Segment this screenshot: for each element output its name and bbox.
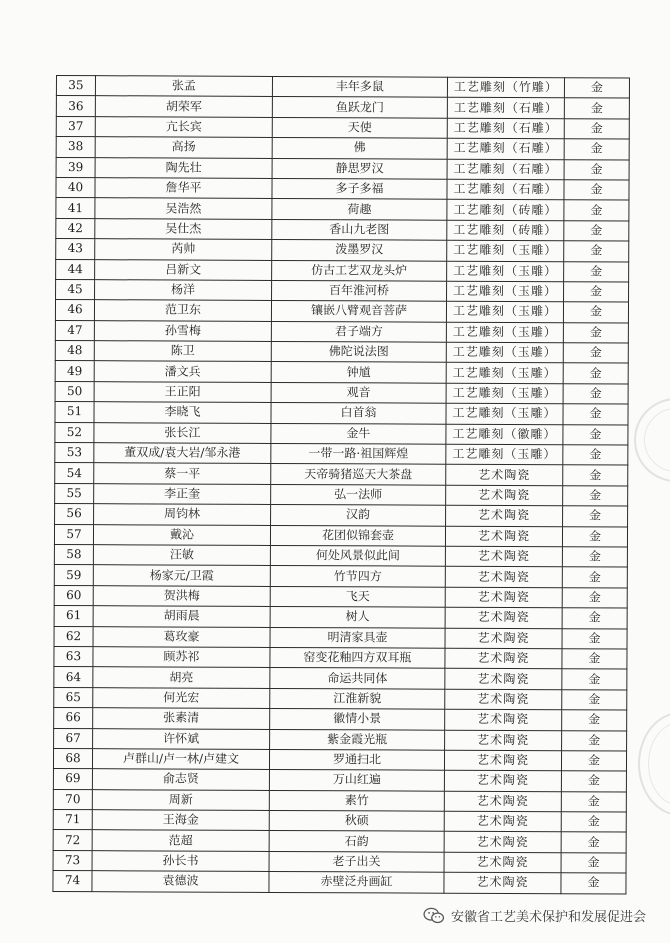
- row-number: 69: [53, 769, 92, 790]
- wechat-watermark: [423, 906, 646, 925]
- artist-name: 何光宏: [93, 687, 270, 708]
- row-number: 60: [54, 585, 93, 606]
- work-category: 工艺雕刻（玉雕）: [447, 261, 564, 282]
- row-number: 71: [53, 810, 92, 831]
- table-row: [54, 646, 627, 669]
- artist-name: 袁德波: [92, 871, 269, 892]
- work-title: 石韵: [269, 831, 444, 852]
- award-level: 金: [562, 567, 627, 588]
- table-row: [55, 320, 628, 343]
- table-row: [53, 789, 626, 812]
- work-title: 何处风景似此间: [270, 545, 445, 566]
- table-row: [55, 381, 628, 404]
- work-title: 天帝骑猪巡天大茶盘: [271, 464, 446, 485]
- award-level: 金: [561, 771, 626, 792]
- work-title: 汉韵: [271, 505, 446, 526]
- row-number: 45: [56, 279, 95, 300]
- table-row: [54, 667, 627, 690]
- row-number: 48: [55, 341, 94, 362]
- seal-stamp: [634, 398, 670, 482]
- work-title: 仿古工艺双龙头炉: [272, 260, 447, 281]
- work-category: 工艺雕刻（石雕）: [447, 159, 564, 180]
- award-level: 金: [562, 547, 627, 568]
- row-number: 66: [54, 708, 93, 729]
- work-category: 艺术陶瓷: [444, 811, 561, 832]
- artist-name: 吕新文: [95, 259, 272, 280]
- work-category: 工艺雕刻（砖雕）: [447, 220, 564, 241]
- award-level: 金: [563, 486, 628, 507]
- work-title: 佛: [272, 138, 447, 159]
- work-category: 艺术陶瓷: [446, 505, 563, 526]
- artist-name: 戴沁: [93, 524, 270, 545]
- row-number: 35: [56, 76, 95, 97]
- award-level: 金: [564, 220, 629, 241]
- artist-name: 范卫东: [94, 300, 271, 321]
- artist-name: 亢长宾: [95, 116, 272, 137]
- row-number: 43: [56, 239, 95, 260]
- row-number: 61: [54, 606, 93, 627]
- artist-name: 贺洪梅: [93, 585, 270, 606]
- award-level: 金: [564, 98, 629, 119]
- table-row: [56, 218, 629, 241]
- work-category: 艺术陶瓷: [445, 546, 562, 567]
- work-title: 鱼跃龙门: [272, 97, 447, 118]
- row-number: 56: [55, 504, 94, 525]
- table-row: [53, 810, 626, 833]
- table-row: [55, 504, 628, 527]
- award-level: 金: [564, 241, 629, 262]
- artist-name: 张孟: [95, 76, 272, 97]
- award-level: 金: [562, 649, 627, 670]
- work-title: 佛陀说法图: [271, 342, 446, 363]
- work-category: 艺术陶瓷: [444, 852, 561, 873]
- row-number: 72: [53, 830, 92, 851]
- work-category: 艺术陶瓷: [446, 465, 563, 486]
- row-number: 39: [56, 157, 95, 178]
- wechat-icon: [423, 907, 445, 925]
- row-number: 53: [55, 443, 94, 464]
- row-number: 41: [56, 198, 95, 219]
- artist-name: 董双成/袁大岩/邹永港: [94, 443, 271, 464]
- artist-name: 胡雨晨: [93, 606, 270, 627]
- work-title: 香山九老图: [272, 219, 447, 240]
- work-category: 艺术陶瓷: [445, 587, 562, 608]
- table-row: [55, 361, 628, 384]
- work-category: 工艺雕刻（玉雕）: [446, 363, 563, 384]
- work-category: 艺术陶瓷: [444, 770, 561, 791]
- row-number: 36: [56, 96, 95, 117]
- work-title: 百年淮河桥: [272, 280, 447, 301]
- row-number: 57: [54, 524, 93, 545]
- table-row: [54, 606, 627, 629]
- row-number: 63: [54, 646, 93, 667]
- artist-name: 胡亮: [93, 667, 270, 688]
- award-table-body: [53, 76, 630, 894]
- artist-name: 李晓飞: [94, 402, 271, 423]
- work-category: 工艺雕刻（玉雕）: [446, 302, 563, 323]
- award-level: 金: [563, 363, 628, 384]
- table-row: [54, 728, 627, 751]
- row-number: 51: [55, 402, 94, 423]
- artist-name: 芮帅: [95, 239, 272, 260]
- artist-name: 周钧林: [94, 504, 271, 525]
- work-category: 工艺雕刻（竹雕）: [447, 77, 564, 98]
- work-title: 君子端方: [271, 321, 446, 342]
- work-title: 白首翁: [271, 403, 446, 424]
- table-row: [56, 76, 629, 99]
- work-title: 窑变花釉四方双耳瓶: [270, 647, 445, 668]
- table-row: [53, 769, 626, 792]
- table-row: [54, 524, 627, 547]
- work-category: 工艺雕刻（玉雕）: [446, 444, 563, 465]
- work-title: 命运共同体: [270, 668, 445, 689]
- award-table: [52, 75, 630, 894]
- award-level: 金: [564, 159, 629, 180]
- work-category: 艺术陶瓷: [445, 689, 562, 710]
- award-level: 金: [564, 139, 629, 160]
- work-title: 金牛: [271, 423, 446, 444]
- row-number: 74: [53, 871, 92, 892]
- work-title: 赤壁泛舟画缸: [269, 872, 444, 893]
- artist-name: 顾苏祁: [93, 647, 270, 668]
- award-level: 金: [561, 812, 626, 833]
- work-category: 艺术陶瓷: [444, 832, 561, 853]
- artist-name: 孙长书: [92, 851, 269, 872]
- artist-name: 卢群山/卢一林/卢建文: [92, 749, 269, 770]
- artist-name: 吴仕杰: [95, 218, 272, 239]
- table-row: [56, 96, 629, 119]
- award-level: 金: [563, 322, 628, 343]
- work-title: 多子多福: [272, 178, 447, 199]
- work-title: 弘一法师: [271, 484, 446, 505]
- work-title: 徽情小景: [270, 709, 445, 730]
- artist-name: 范超: [92, 830, 269, 851]
- work-category: 艺术陶瓷: [445, 648, 562, 669]
- artist-name: 张素清: [93, 708, 270, 729]
- table-row: [56, 279, 629, 302]
- table-row: [55, 422, 628, 445]
- work-title: 镶嵌八臂观音菩萨: [271, 301, 446, 322]
- work-title: 飞天: [270, 586, 445, 607]
- row-number: 38: [56, 137, 95, 158]
- work-category: 艺术陶瓷: [444, 791, 561, 812]
- table-row: [55, 463, 628, 486]
- artist-name: 蔡一平: [94, 463, 271, 484]
- table-row: [55, 300, 628, 323]
- award-level: 金: [564, 261, 629, 282]
- table-row: [56, 239, 629, 262]
- row-number: 64: [54, 667, 93, 688]
- award-level: 金: [562, 587, 627, 608]
- row-number: 55: [55, 483, 94, 504]
- artist-name: 俞志贤: [92, 769, 269, 790]
- award-level: 金: [563, 302, 628, 323]
- work-category: 工艺雕刻（砖雕）: [447, 200, 564, 221]
- work-title: 荷趣: [272, 199, 447, 220]
- work-title: 素竹: [269, 790, 444, 811]
- award-level: 金: [564, 180, 629, 201]
- table-row: [56, 157, 629, 180]
- table-row: [54, 544, 627, 567]
- work-title: 秋硕: [269, 811, 444, 832]
- row-number: 50: [55, 381, 94, 402]
- work-category: 艺术陶瓷: [445, 669, 562, 690]
- row-number: 52: [55, 422, 94, 443]
- artist-name: 吴浩然: [95, 198, 272, 219]
- award-level: 金: [562, 526, 627, 547]
- table-row: [53, 748, 626, 771]
- row-number: 40: [56, 177, 95, 198]
- work-category: 艺术陶瓷: [445, 730, 562, 751]
- table-row: [54, 585, 627, 608]
- table-row: [53, 871, 626, 894]
- work-title: 花团似锦套壶: [270, 525, 445, 546]
- work-category: 工艺雕刻（石雕）: [447, 138, 564, 159]
- work-category: 工艺雕刻（玉雕）: [446, 342, 563, 363]
- artist-name: 陈卫: [94, 341, 271, 362]
- row-number: 47: [55, 320, 94, 341]
- table-row: [56, 259, 629, 282]
- table-row: [56, 198, 629, 221]
- artist-name: 孙雪梅: [94, 320, 271, 341]
- row-number: 68: [53, 748, 92, 769]
- award-level: 金: [561, 791, 626, 812]
- artist-name: 王正阳: [94, 382, 271, 403]
- row-number: 62: [54, 626, 93, 647]
- work-title: 罗通扫北: [269, 749, 444, 770]
- work-category: 艺术陶瓷: [445, 628, 562, 649]
- artist-name: 詹华平: [95, 178, 272, 199]
- artist-name: 汪敏: [93, 545, 270, 566]
- table-row: [54, 626, 627, 649]
- award-level: 金: [563, 384, 628, 405]
- artist-name: 张长江: [94, 422, 271, 443]
- work-title: 天使: [272, 117, 447, 138]
- artist-name: 葛玫豪: [93, 626, 270, 647]
- award-level: 金: [561, 832, 626, 853]
- award-level: 金: [562, 628, 627, 649]
- work-category: 工艺雕刻（玉雕）: [447, 240, 564, 261]
- award-level: 金: [562, 710, 627, 731]
- table-row: [55, 341, 628, 364]
- table-row: [56, 116, 629, 139]
- table-row: [55, 483, 628, 506]
- table-row: [54, 565, 627, 588]
- award-level: 金: [563, 424, 628, 445]
- award-level: 金: [564, 200, 629, 221]
- work-category: 艺术陶瓷: [446, 485, 563, 506]
- work-title: 泼墨罗汉: [272, 240, 447, 261]
- row-number: 73: [53, 850, 92, 871]
- work-title: 江淮新貌: [270, 688, 445, 709]
- work-title: 万山红遍: [269, 770, 444, 791]
- row-number: 67: [54, 728, 93, 749]
- table-row: [54, 708, 627, 731]
- award-level: 金: [564, 78, 629, 99]
- award-level: 金: [562, 689, 627, 710]
- row-number: 46: [55, 300, 94, 321]
- work-category: 工艺雕刻（石雕）: [447, 98, 564, 119]
- work-title: 紫金霞光瓶: [270, 729, 445, 750]
- row-number: 65: [54, 687, 93, 708]
- artist-name: 王海金: [92, 810, 269, 831]
- work-title: 一带一路·祖国辉煌: [271, 443, 446, 464]
- row-number: 58: [54, 544, 93, 565]
- work-title: 树人: [270, 607, 445, 628]
- table-row: [55, 443, 628, 466]
- work-category: 工艺雕刻（玉雕）: [447, 281, 564, 302]
- work-category: 工艺雕刻（玉雕）: [446, 403, 563, 424]
- award-level: 金: [564, 282, 629, 303]
- seal-stamp: [638, 712, 670, 816]
- artist-name: 胡荣军: [95, 96, 272, 117]
- award-level: 金: [561, 853, 626, 874]
- work-category: 艺术陶瓷: [445, 709, 562, 730]
- table-row: [53, 850, 626, 873]
- work-category: 艺术陶瓷: [445, 607, 562, 628]
- table-row: [54, 687, 627, 710]
- row-number: 54: [55, 463, 94, 484]
- row-number: 42: [56, 218, 95, 239]
- work-title: 老子出关: [269, 851, 444, 872]
- artist-name: 杨家元/卫霞: [93, 565, 270, 586]
- artist-name: 杨洋: [95, 280, 272, 301]
- work-title: 竹节四方: [270, 566, 445, 587]
- award-level: 金: [562, 608, 627, 629]
- watermark-text: 安徽省工艺美术保护和发展促进会: [450, 910, 646, 925]
- award-level: 金: [563, 445, 628, 466]
- award-level: 金: [563, 465, 628, 486]
- artist-name: 潘文兵: [94, 361, 271, 382]
- work-title: 明清家具壶: [270, 627, 445, 648]
- work-category: 工艺雕刻（石雕）: [447, 118, 564, 139]
- work-category: 艺术陶瓷: [445, 526, 562, 547]
- work-category: 工艺雕刻（玉雕）: [446, 383, 563, 404]
- row-number: 49: [55, 361, 94, 382]
- row-number: 44: [56, 259, 95, 280]
- row-number: 70: [53, 789, 92, 810]
- artist-name: 李正奎: [94, 483, 271, 504]
- work-category: 工艺雕刻（玉雕）: [446, 322, 563, 343]
- work-category: 艺术陶瓷: [444, 872, 561, 893]
- table-row: [56, 177, 629, 200]
- artist-name: 周新: [92, 789, 269, 810]
- award-level: 金: [563, 506, 628, 527]
- award-level: 金: [561, 751, 626, 772]
- award-level: 金: [563, 343, 628, 364]
- table-row: [55, 402, 628, 425]
- work-title: 钟馗: [271, 362, 446, 383]
- artist-name: 陶先壮: [95, 157, 272, 178]
- award-level: 金: [564, 118, 629, 139]
- work-title: 丰年多鼠: [272, 76, 447, 97]
- work-category: 工艺雕刻（徽雕）: [446, 424, 563, 445]
- table-row: [56, 137, 629, 160]
- award-level: 金: [561, 873, 626, 894]
- row-number: 37: [56, 116, 95, 137]
- artist-name: 高扬: [95, 137, 272, 158]
- award-level: 金: [562, 669, 627, 690]
- award-level: 金: [562, 730, 627, 751]
- work-category: 艺术陶瓷: [444, 750, 561, 771]
- award-level: 金: [563, 404, 628, 425]
- table-row: [53, 830, 626, 853]
- row-number: 59: [54, 565, 93, 586]
- artist-name: 许怀斌: [93, 728, 270, 749]
- work-title: 观音: [271, 382, 446, 403]
- work-title: 静思罗汉: [272, 158, 447, 179]
- work-category: 艺术陶瓷: [445, 567, 562, 588]
- work-category: 工艺雕刻（石雕）: [447, 179, 564, 200]
